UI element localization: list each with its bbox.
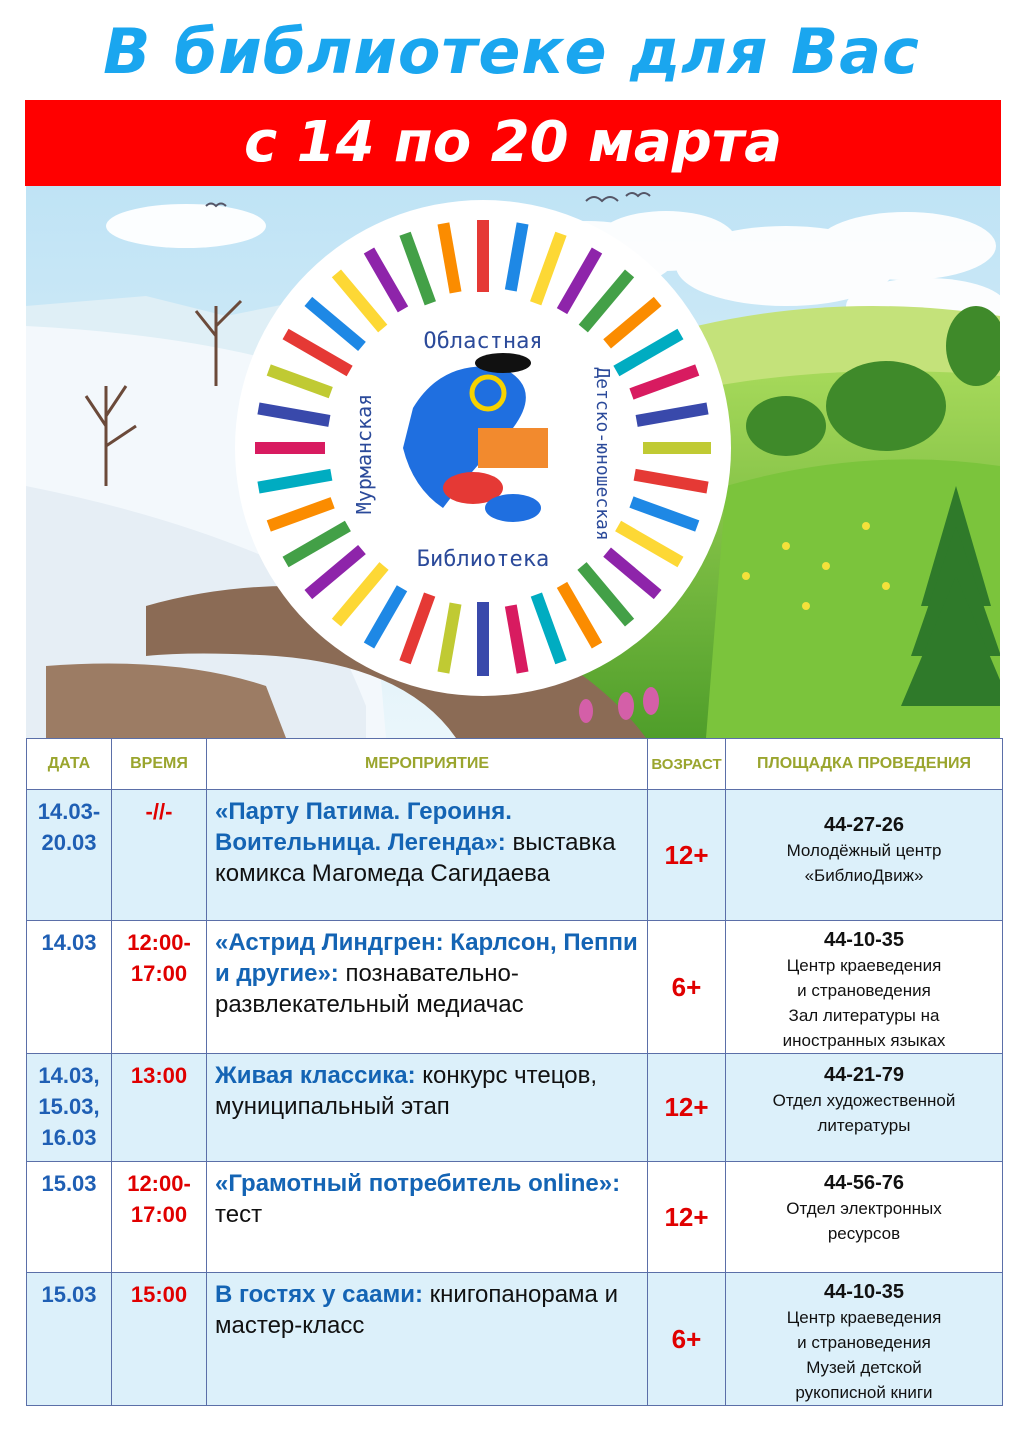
event-date: 14.03 [27,921,112,1054]
event-time: 13:00 [112,1054,207,1162]
event-venue: 44-27-26 Молодёжный центр «БиблиоДвиж» [726,790,1003,921]
event-description [207,1273,648,1406]
table-row [27,790,1003,921]
event-description [207,1162,648,1273]
logo-text-left: Мурманская [352,393,376,515]
spring-landscape-illustration [26,186,1000,738]
event-details: выставка комикса Магомеда Сагидаева [215,829,616,887]
event-venue: 44-10-35 Центр краеведения и страноведения Зал литературы на иностранных языках [726,921,1003,1054]
logo-text-bottom: Библиотека [416,547,550,572]
venue-phone: 44-56-76 [823,1172,905,1194]
venue-phone: 44-10-35 [823,1281,905,1303]
event-details: познавательно-развлекательный медиачас [215,960,524,1018]
logo-text-top: Областная [423,329,543,354]
event-details: тест [215,1201,263,1228]
event-details: книгопанорама и мастер-класс [215,1281,618,1339]
table-row [27,921,1003,1054]
event-description [207,1054,648,1162]
date-range-banner: с 14 по 20 марта [25,100,1001,186]
event-title: «Парту Патима. Героиня. Воительница. Легенда»: [215,798,512,856]
venue-phone: 44-27-26 [823,814,905,836]
header-event: МЕРОПРИЯТИЕ [207,739,648,790]
venue-phone: 44-21-79 [823,1064,905,1086]
event-description [207,921,648,1054]
table-row [27,1054,1003,1162]
header-date: ДАТА [27,739,112,790]
age-rating: 6+ [648,921,726,1054]
event-title: «Астрид Линдгрен: Карлсон, Пеппи и другие»: [215,929,638,987]
event-title: Живая классика: [215,1062,416,1089]
age-rating: 12+ [648,1054,726,1162]
header-venue: ПЛОЩАДКА ПРОВЕДЕНИЯ [726,739,1003,790]
library-logo [235,200,731,696]
table-row [27,1273,1003,1406]
event-title: В гостях у саами: [215,1281,423,1308]
event-date: 15.03 [27,1162,112,1273]
venue-phone: 44-10-35 [823,929,905,951]
event-date: 14.03- 20.03 [27,790,112,921]
event-title: «Грамотный потребитель online»: [215,1170,621,1197]
event-details: конкурс чтецов, муниципальный этап [215,1062,597,1120]
table-row [27,1162,1003,1273]
age-rating: 12+ [648,790,726,921]
event-venue: 44-21-79 Отдел художественной литературы [726,1054,1003,1162]
age-rating: 6+ [648,1273,726,1406]
event-time: 12:00- 17:00 [112,1162,207,1273]
event-time: 12:00- 17:00 [112,921,207,1054]
logo-text-right: Детско-юношеская [592,367,613,541]
event-time: 15:00 [112,1273,207,1406]
event-time: -//- [112,790,207,921]
event-venue: 44-10-35 Центр краеведения и страноведения Музей детской рукописной книги [726,1273,1003,1406]
header-age: ВОЗРАСТ [648,739,726,790]
header-time: ВРЕМЯ [112,739,207,790]
age-rating: 12+ [648,1162,726,1273]
events-schedule-table [26,738,1003,1406]
event-date: 14.03, 15.03, 16.03 [27,1054,112,1162]
event-date: 15.03 [27,1273,112,1406]
event-description [207,790,648,921]
event-venue: 44-56-76 Отдел электронных ресурсов [726,1162,1003,1273]
poster-title: В библиотеке для Вас [103,15,920,88]
table-header-row [27,739,1003,790]
